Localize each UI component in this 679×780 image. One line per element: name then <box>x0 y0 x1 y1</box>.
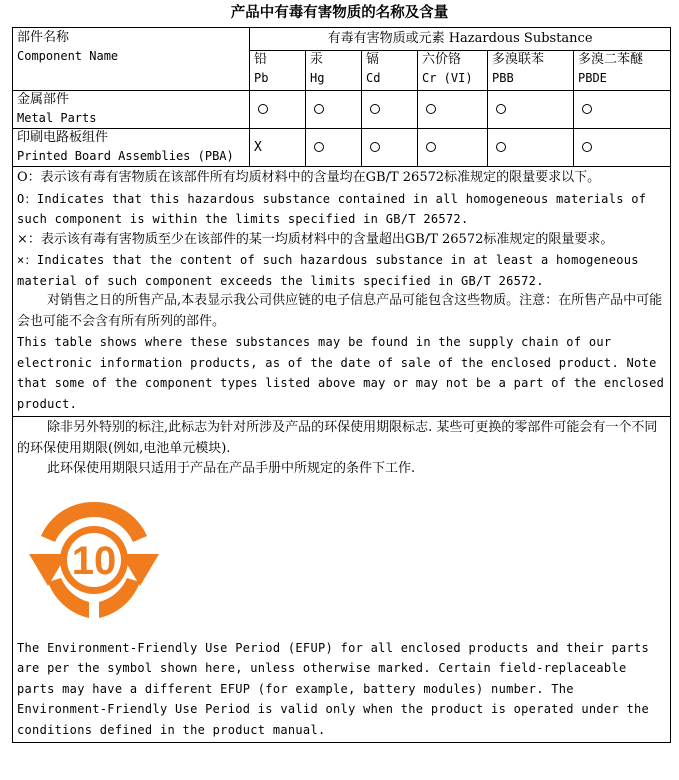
circle-mark-icon <box>314 142 324 152</box>
circle-mark-icon <box>426 104 436 114</box>
substances-header <box>250 28 671 51</box>
circle-mark-icon <box>496 104 506 114</box>
circle-mark-icon <box>582 142 592 152</box>
value-cell <box>306 129 362 167</box>
substance-header: 铅 Pb <box>250 51 306 91</box>
circle-mark-icon <box>496 142 506 152</box>
note-o-cn: O：表示该有毒有害物质在该部件所有均质材料中的含量均在GB/T 26572标准规定的限量要求以下。 <box>17 170 601 185</box>
circle-mark-icon <box>314 104 324 114</box>
note-o-en: O：Indicates that this hazardous substance contained in all homogeneous materials of such component is within the limits specified in GB/T 26572. <box>17 191 647 226</box>
value-cell <box>418 91 488 129</box>
value-cell <box>488 129 574 167</box>
value-cell <box>306 91 362 129</box>
note-supply-en: This table shows where these substances may be found in the supply chain of our electronic information products, as of the date of sale of the enclosed product. Note that some of the component types listed above may or may not be a part of the enclosed product. <box>17 335 665 411</box>
value-cell <box>418 129 488 167</box>
circle-mark-icon <box>370 104 380 114</box>
notes-cell <box>13 167 671 417</box>
value-cell <box>362 91 418 129</box>
substance-header: 汞 Hg <box>306 51 362 91</box>
substance-header: 多溴联苯 PBB <box>488 51 574 91</box>
component-cell <box>13 129 250 167</box>
component-cell <box>13 91 250 129</box>
value-cell <box>250 129 306 167</box>
component-en: Metal Parts <box>17 111 97 125</box>
note-supply-cn: 对销售之日的所售产品,本表显示我公司供应链的电子信息产品可能包含这些物质。注意：在所售产品中可能会也可能不会含有所有所列的部件。 <box>17 293 663 329</box>
component-cn: 金属部件 <box>17 92 70 107</box>
component-en: Printed Board Assemblies (PBA) <box>17 149 234 163</box>
hazardous-substance-table <box>12 27 671 743</box>
efup-row <box>13 417 671 743</box>
efup-logo-area <box>17 480 666 638</box>
circle-mark-icon <box>258 104 268 114</box>
substance-header: 六价铬 Cr (VI) <box>418 51 488 91</box>
efup-cell <box>13 417 671 743</box>
efup-para1-cn: 除非另外特别的标注,此标志为针对所涉及产品的环保使用期限标志. 某些可更换的零部件可能会有一个不同的环保使用期限(例如,电池单元模块). <box>17 420 658 456</box>
value-cell <box>488 91 574 129</box>
component-name-en: Component Name <box>17 49 119 63</box>
table-row <box>13 91 671 129</box>
efup-logo-number: 10 <box>71 538 117 583</box>
value-cell <box>250 91 306 129</box>
page-title: 产品中有毒有害物质的名称及含量 <box>230 4 449 21</box>
value-cell <box>362 129 418 167</box>
component-cn: 印刷电路板组件 <box>17 130 109 145</box>
component-name-cn: 部件名称 <box>17 30 70 45</box>
circle-mark-icon <box>582 104 592 114</box>
circle-mark-icon <box>370 142 380 152</box>
efup-recycle-logo-icon <box>29 494 159 628</box>
x-mark: X <box>254 139 262 155</box>
component-name-header <box>13 28 250 91</box>
note-x-en: ×：Indicates that the content of such hazardous substance in at least a homogeneous material of such component exceeds the limits specified in GB/T 26572. <box>17 253 639 288</box>
note-x-cn: ×：表示该有毒有害物质至少在该部件的某一均质材料中的含量超出GB/T 26572标准规定的限量要求。 <box>17 231 614 247</box>
substance-header: 镉 Cd <box>362 51 418 91</box>
substance-header: 多溴二苯醚 PBDE <box>574 51 671 91</box>
value-cell <box>574 129 671 167</box>
circle-mark-icon <box>426 142 436 152</box>
substances-title: 有毒有害物质或元素 Hazardous Substance <box>327 31 593 46</box>
table-row <box>13 129 671 167</box>
notes-row <box>13 167 671 417</box>
efup-para2-cn: 此环保使用期限只适用于产品在产品手册中所规定的条件下工作. <box>47 461 416 476</box>
efup-para-en: The Environment-Friendly Use Period (EFUP) for all enclosed products and their parts are per the symbol shown here, unless otherwise marked. Certain field-replaceable parts may have a different EFUP (for example, battery modules) number. The Environment-Friendly Use Period is valid only when the product is operated under the conditions defined in the product manual. <box>17 640 650 737</box>
value-cell <box>574 91 671 129</box>
